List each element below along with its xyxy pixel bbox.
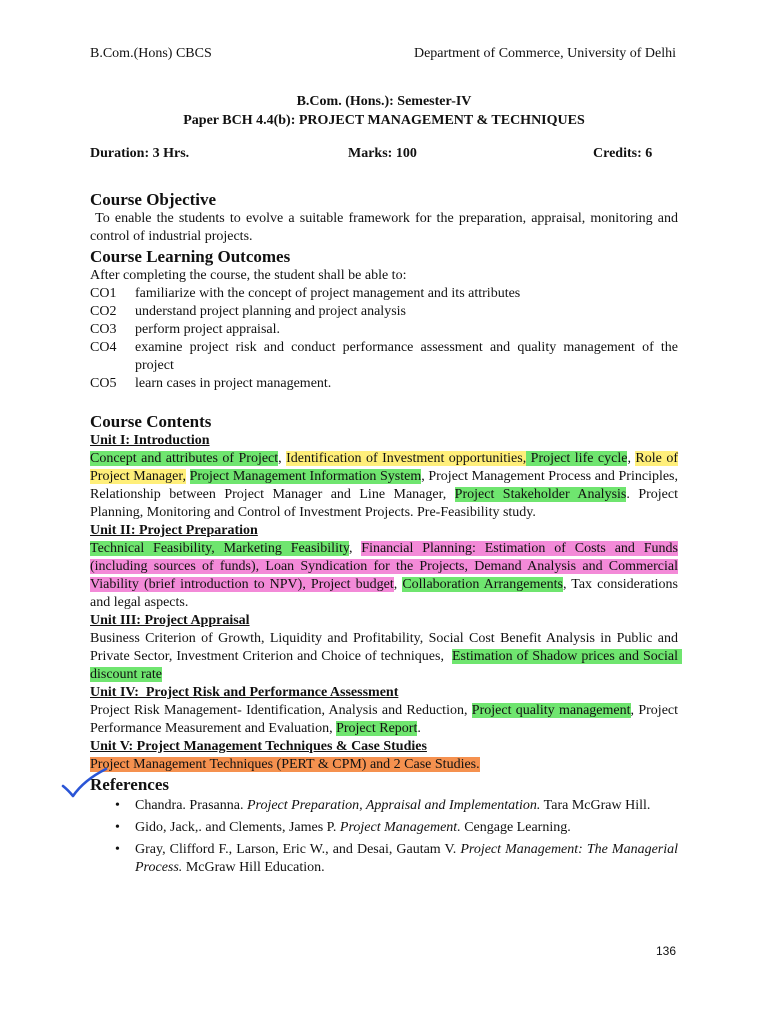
outcome-text: perform project appraisal.: [135, 322, 280, 337]
highlight-green: Project Stakeholder Analysis: [454, 487, 627, 502]
highlight-pink: Financial Planning: Estimation of Costs and Funds (including sources of funds), Loan Syndication for the Projects, Demand Analysis and Commercial Viability (brief introduction to NPV), Project budget: [90, 541, 678, 592]
unit1-text: Concept and attributes of Project, Identification of Investment opportunities, Project life cycle, Role of Project Manager, Project Management Information System, Project Management Process and Principles, Relationship between Project Manager and Line Manager, Project Stakeholder Analysis. Project Planning, Monitoring and Control of Investment Projects. Pre-Feasibility study.: [90, 451, 679, 520]
unit1-title: Unit I: Introduction: [90, 433, 210, 448]
outcome-item: [90, 321, 678, 339]
reference-item: • Gray, Clifford F., Larson, Eric W., and Desai, Gautam V. Project Management: The Managerial Process. McGraw Hill Education.: [115, 842, 679, 875]
outcome-item: [90, 339, 678, 375]
outcome-code: CO3: [90, 322, 117, 337]
bullet-icon: •: [115, 798, 120, 813]
outcome-code: CO4: [90, 340, 117, 355]
page-number: 136: [655, 944, 676, 958]
highlight-yellow: Role of Project Manager,: [90, 451, 678, 484]
unit4-title: Unit IV: Project Risk and Performance Assessment: [90, 685, 399, 700]
highlight-green: Technical Feasibility, Marketing Feasibility: [90, 541, 349, 556]
references-heading: References: [90, 775, 169, 794]
outcome-text: examine project risk and conduct performance assessment and quality management of the project: [135, 340, 678, 373]
reference-title: Project Management.: [339, 820, 461, 835]
reference-title: Project Preparation, Appraisal and Implementation.: [246, 798, 541, 813]
highlight-green: Project quality management: [471, 703, 631, 718]
highlight-green: Project Report: [336, 721, 418, 736]
outcome-text: understand project planning and project analysis: [135, 304, 406, 319]
outcomes-list: [90, 285, 678, 393]
title-block: [0, 92, 768, 130]
highlight-green: Concept and attributes of Project: [90, 451, 279, 466]
unit2-title: Unit II: Project Preparation: [90, 523, 258, 538]
highlight-green: Project Management Information System: [189, 469, 422, 484]
credits: Credits: 6: [593, 146, 653, 161]
header-right: Department of Commerce, University of Delhi: [413, 46, 676, 61]
outcome-text: learn cases in project management.: [135, 376, 332, 391]
unit5-title: Unit V: Project Management Techniques & Case Studies: [90, 739, 427, 754]
highlight-green: Collaboration Arrangements: [402, 577, 563, 592]
highlight-yellow: Identification of Investment opportunities,: [286, 451, 527, 466]
objective-text: To enable the students to evolve a suitable framework for the preparation, appraisal, monitoring and control of industrial projects.: [90, 211, 682, 244]
main-content: [90, 189, 682, 881]
outcomes-heading: Course Learning Outcomes: [90, 247, 291, 266]
outcome-item: [90, 303, 678, 321]
references-list: [90, 797, 678, 877]
bullet-icon: •: [115, 820, 120, 835]
marks: Marks: 100: [348, 146, 417, 161]
highlight-green: Estimation of Shadow prices and Social discount rate: [90, 649, 682, 682]
highlight-green: Project life cycle: [526, 451, 628, 466]
outcomes-intro: After completing the course, the student shall be able to:: [90, 268, 407, 283]
highlight-orange: Project Management Techniques (PERT & CPM) and 2 Case Studies.: [90, 757, 480, 772]
outcome-item: [90, 285, 678, 303]
unit5-text: [90, 756, 678, 774]
unit4-text: Project Risk Management- Identification, Analysis and Reduction, Project quality management, Project Performance Measurement and Evaluation, Project Report.: [90, 703, 679, 736]
duration: Duration: 3 Hrs.: [90, 146, 190, 161]
outcome-text: familiarize with the concept of project management and its attributes: [135, 286, 521, 301]
paper-title: Paper BCH 4.4(b): PROJECT MANAGEMENT & TECHNIQUES: [183, 113, 585, 128]
unit3-title: Unit III: Project Appraisal: [90, 613, 250, 628]
bullet-icon: •: [115, 842, 120, 857]
header-left: B.Com.(Hons) CBCS: [90, 46, 212, 61]
checkmark-icon: [60, 766, 110, 800]
outcome-item: [90, 375, 678, 393]
unit3-text: Business Criterion of Growth, Liquidity and Profitability, Social Cost Benefit Analysis in Public and Private Sector, Investment Criterion and Choice of techniques, Estimation of Shadow prices and Social discount rate: [90, 631, 682, 682]
objective-heading: Course Objective: [90, 190, 217, 209]
reference-item: • Gido, Jack,. and Clements, James P. Project Management. Cengage Learning.: [115, 820, 571, 835]
unit2-text: Technical Feasibility, Marketing Feasibility, Financial Planning: Estimation of Costs and Funds (including sources of funds), Loan Syndication for the Projects, Demand Analysis and Commercial Viability (brief introduction to NPV), Project budget, Collaboration Arrangements, Tax considerations and legal aspects.: [90, 541, 678, 610]
course-title: B.Com. (Hons.): Semester-IV: [296, 94, 472, 109]
reference-title: Project Management: The Managerial Process.: [135, 842, 679, 875]
outcome-code: CO5: [90, 376, 117, 391]
outcome-code: CO2: [90, 304, 117, 319]
outcome-code: CO1: [90, 286, 117, 301]
contents-heading: Course Contents: [90, 412, 212, 431]
reference-item: • Chandra. Prasanna. Project Preparation, Appraisal and Implementation. Tara McGraw Hill.: [115, 798, 651, 813]
